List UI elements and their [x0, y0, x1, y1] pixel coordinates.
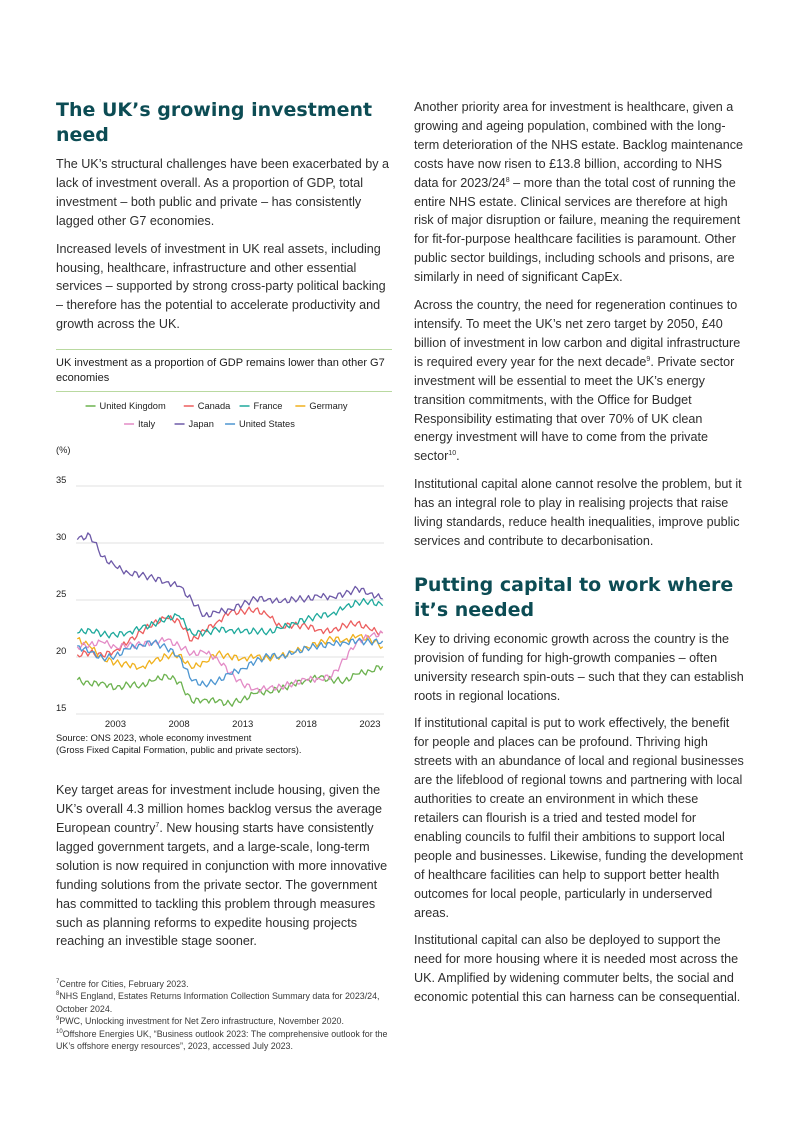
text-run: Key target areas for investment include housing, given the UK’s overall 4.3 million homes backlog versus the average European country: [56, 783, 382, 835]
paragraph: Institutional capital can also be deployed to support the need for more housing where it is needed most across the UK. Amplified by widening commuter belts, the social and economic potential this can harness can be consequential.: [414, 933, 741, 1005]
source-line: (Gross Fixed Capital Formation, public and private sectors).: [56, 745, 302, 756]
legend-label: Germany: [309, 401, 348, 412]
line-chart: [56, 396, 386, 732]
series-line-united-kingdom: [77, 666, 382, 706]
y-tick-label: 35: [56, 475, 67, 486]
paragraph: Increased levels of investment in UK real assets, including housing, healthcare, infrastructure and other essential services – supported by strong cross-party political backing – therefore has the potential to accelerate productivity and growth across the UK.: [56, 241, 386, 332]
text-run: .: [456, 449, 460, 464]
paragraph: The UK’s structural challenges have been exacerbated by a lack of investment overall. As a proportion of GDP, total investment – both public and private – has consistently lagged other G7 economies.: [56, 157, 390, 228]
source-line: Source: ONS 2023, whole economy investment: [56, 733, 252, 744]
paragraph: Key to driving economic growth across the country is the provision of funding for high-growth companies – often university research spin-outs – such that they can establish roots in regional locations.: [414, 631, 744, 703]
series-line-japan: [77, 533, 382, 617]
footnote-number: 9: [56, 1016, 60, 1023]
paragraph: [56, 781, 392, 951]
series-line-italy: [77, 631, 382, 692]
footnote: [56, 1028, 392, 1053]
legend-label: Canada: [197, 401, 231, 412]
footnote-number: 7: [56, 979, 60, 986]
footnote-ref[interactable]: 7: [155, 821, 160, 829]
text-run: . New housing starts have consistently lagged government targets, and a large-scale, long-term solution is now required in conjunction with more innovative funding solutions from the private sector. The government has committed to tackling this problem through measures such as planning reforms to expedite housing projects reaching an investible stage sooner.: [56, 820, 388, 949]
text-run: Across the country, the need for regeneration continues to intensify. To meet the UK’s net zero target by 2050, £40 billion of investment in low carbon and digital infrastructure is required every year for the next decade: [414, 298, 741, 369]
y-tick-label: 30: [56, 532, 67, 543]
x-tick-label: 2013: [232, 719, 254, 731]
x-tick-label: 2023: [359, 719, 381, 731]
footnote-ref[interactable]: 10: [448, 450, 457, 458]
footnote: [56, 990, 392, 1015]
legend-label: United Kingdom: [99, 401, 166, 412]
footnote-number: 8: [56, 991, 60, 998]
y-tick-label: 20: [56, 646, 67, 657]
chart-title: UK investment as a proportion of GDP remains lower than other G7 economies: [56, 349, 392, 392]
series-line-france: [77, 599, 382, 638]
y-axis-label: (%): [56, 445, 71, 456]
footnote: [56, 1015, 392, 1027]
legend-label: Italy: [138, 419, 156, 430]
footnote-text: Offshore Energies UK, “Business outlook 2023: The comprehensive outlook for the UK’s offshore energy resources”, 2023, accessed July 2023.: [56, 1028, 388, 1052]
y-tick-label: 15: [56, 703, 67, 714]
paragraph: If institutional capital is put to work effectively, the benefit for people and places can be profound. Thriving high streets with an abundance of local and regional businesses are the lifeblood of regional towns and partnering with local authorities to create an environment in which these retailers can flourish is a tried and tested model for enabling councils to fulfil their ambitions to support local people and businesses. Likewise, funding the development of healthcare facilities can help to support better health outcomes for local people, particularly in underserved areas.: [414, 716, 744, 920]
section-heading: The UK’s growing investment need: [56, 99, 373, 146]
right-column: [414, 98, 744, 1016]
footnote-ref[interactable]: 9: [646, 355, 651, 363]
footnote-text: Centre for Cities, February 2023.: [59, 979, 189, 989]
paragraph: [414, 98, 744, 287]
footnote-text: PWC, Unlocking investment for Net Zero infrastructure, November 2020.: [59, 1016, 344, 1027]
chart-figure: [56, 349, 392, 756]
paragraph: Institutional capital alone cannot resolve the problem, but it has an integral role to play in realising projects that raise living standards, reduce health inequalities, improve public services and contribute to decarbonisation.: [414, 477, 742, 548]
text-run: . Private sector investment will be essential to meet the UK’s energy transition commitments, with the Office for Budget Responsibility estimating that over 70% of UK clean energy investment will have to come from the private sector: [414, 354, 735, 464]
x-tick-label: 2003: [104, 719, 127, 731]
left-column: [56, 98, 392, 960]
text-run: – more than the total cost of running the entire NHS estate. Clinical services are therefore at high risk of major disruption or failure, meaning the requirement for fit-for-purpose healthcare facilities is paramount. Other public sector buildings, including schools and prisons, are similarly in need of significant CapEx.: [414, 175, 741, 285]
section-heading: Putting capital to work where it’s needed: [414, 573, 734, 621]
legend-label: France: [253, 401, 283, 412]
y-tick-label: 25: [56, 589, 67, 600]
x-tick-label: 2018: [295, 719, 317, 731]
x-tick-label: 2008: [168, 719, 190, 731]
legend-label: Japan: [188, 419, 214, 430]
text-run: Another priority area for investment is healthcare, given a growing and ageing population, combined with the long-term deterioration of the NHS estate. Backlog maintenance costs have now risen to £13.8 billion, according to NHS data for 2023/24: [414, 100, 744, 190]
paragraph: [414, 296, 744, 466]
footnote-ref[interactable]: 8: [505, 176, 510, 184]
footnotes: [56, 978, 392, 1052]
footnote: [56, 978, 392, 990]
legend-label: United States: [239, 419, 295, 430]
footnote-number: 10: [56, 1028, 63, 1035]
footnote-text: NHS England, Estates Returns Information Collection Summary data for 2023/24, October 2024.: [56, 991, 380, 1014]
chart-source: [56, 732, 392, 756]
